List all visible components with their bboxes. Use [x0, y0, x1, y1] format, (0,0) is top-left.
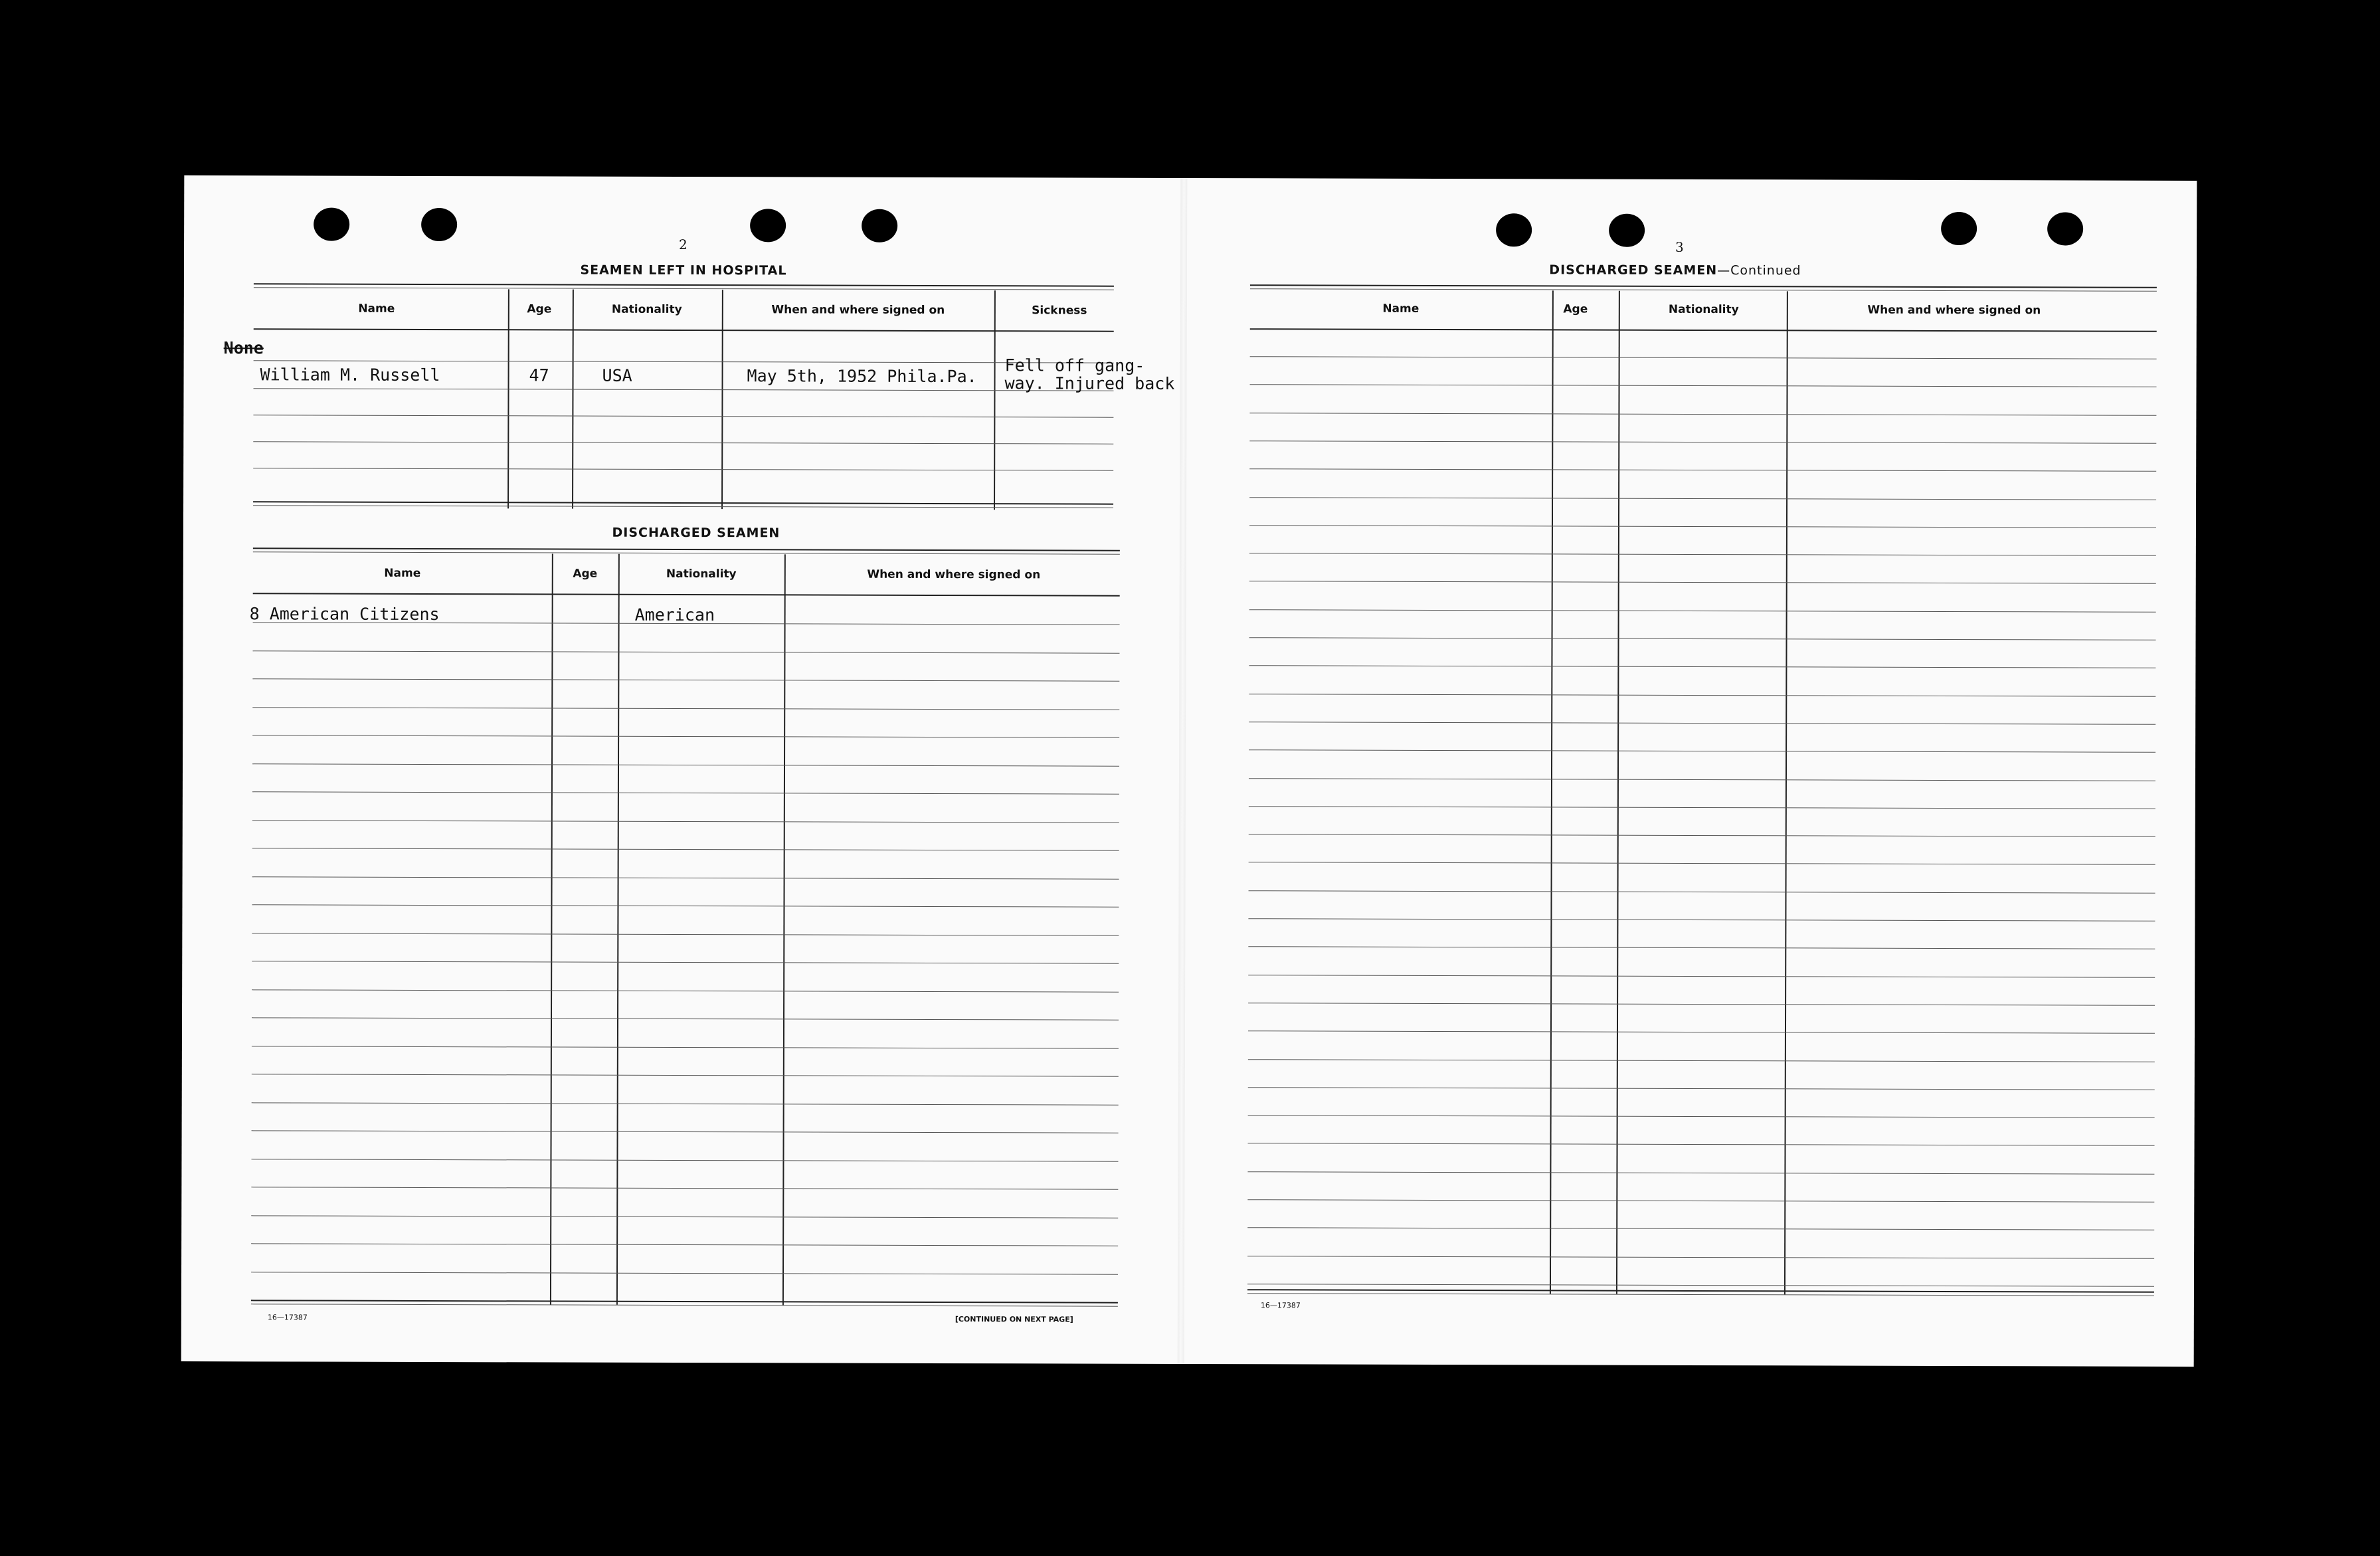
- column-divider: [550, 553, 553, 1304]
- struck-none: None: [223, 338, 264, 358]
- discharged-row-lines: [184, 175, 1184, 178]
- row-line: [252, 678, 1119, 681]
- row-line: [1249, 862, 2155, 866]
- row-line: [252, 1130, 1119, 1133]
- row-line: [1249, 749, 2155, 753]
- row-line: [252, 876, 1119, 879]
- row-line: [252, 763, 1119, 766]
- row-line: [252, 1102, 1119, 1105]
- rule: [254, 287, 1114, 290]
- column-divider: [616, 554, 620, 1305]
- row-line: [1249, 609, 2156, 613]
- row-line: [252, 1074, 1119, 1076]
- row-line: [1248, 918, 2155, 922]
- page-number: 3: [1675, 239, 1684, 255]
- row-line: [1248, 1030, 2155, 1034]
- rule: [254, 328, 1114, 332]
- column-divider: [572, 290, 574, 509]
- right-title-suffix: —Continued: [1717, 263, 1801, 278]
- column-divider: [782, 554, 786, 1305]
- rule: [253, 547, 1120, 551]
- hospital-col-signed-on: When and where signed on: [771, 303, 945, 318]
- hospital-row-name: William M. Russell: [260, 365, 440, 385]
- hospital-col-name: Name: [358, 302, 395, 316]
- column-divider: [507, 289, 509, 508]
- row-line: [1249, 694, 2155, 697]
- column-divider: [994, 290, 996, 510]
- row-line: [1250, 385, 2157, 388]
- row-line: [251, 1243, 1118, 1246]
- hospital-col-nationality: Nationality: [611, 302, 682, 316]
- page-number: 2: [679, 236, 687, 253]
- row-line: [254, 360, 1114, 363]
- form-code: 16—17387: [267, 1313, 308, 1322]
- punch-hole: [862, 209, 897, 243]
- row-line: [252, 1046, 1119, 1048]
- row-line: [1249, 666, 2155, 669]
- rule: [251, 1300, 1118, 1303]
- hospital-row-sickness-2: way. Injured back: [1004, 373, 1175, 393]
- hospital-section-title: SEAMEN LEFT IN HOSPITAL: [580, 262, 787, 278]
- row-line: [252, 650, 1119, 653]
- row-line: [252, 989, 1119, 992]
- row-line: [253, 441, 1113, 444]
- punch-hole: [421, 208, 457, 241]
- row-line: [1249, 778, 2155, 781]
- punch-hole: [1496, 213, 1532, 246]
- right-title-main: DISCHARGED SEAMEN: [1549, 262, 1718, 278]
- row-line: [1247, 1199, 2154, 1203]
- column-divider: [721, 290, 723, 509]
- discharged-row-name: 8 American Citizens: [249, 604, 440, 625]
- row-line: [1249, 806, 2155, 809]
- row-line: [253, 415, 1113, 417]
- row-line: [252, 933, 1119, 935]
- continued-note: [CONTINUED ON NEXT PAGE]: [955, 1315, 1073, 1324]
- row-line: [251, 1159, 1118, 1161]
- rule: [1247, 1289, 2154, 1293]
- discharged-col-nationality: Nationality: [666, 567, 737, 581]
- rule: [253, 551, 1120, 554]
- right-section-title: [1549, 262, 1801, 278]
- right-row-lines: [1184, 178, 2197, 181]
- row-line: [1248, 1115, 2155, 1118]
- right-col-nationality: Nationality: [1668, 302, 1739, 317]
- rule: [251, 1304, 1118, 1306]
- punch-hole: [314, 208, 349, 241]
- row-line: [1249, 497, 2156, 500]
- discharged-col-name: Name: [384, 566, 421, 580]
- row-line: [254, 388, 1114, 391]
- rule: [1247, 1293, 2154, 1296]
- punch-hole: [750, 209, 786, 242]
- right-col-signed-on: When and where signed on: [1867, 303, 2041, 318]
- hospital-row-sickness-1: Fell off gang-: [1004, 355, 1145, 375]
- discharged-col-age: Age: [573, 567, 598, 581]
- document-scan: [181, 175, 2197, 1367]
- rule: [1250, 288, 2157, 292]
- rule: [253, 501, 1113, 504]
- rule: [254, 283, 1114, 286]
- right-col-age: Age: [1563, 302, 1588, 316]
- row-line: [1247, 1256, 2154, 1259]
- rule: [1250, 284, 2157, 288]
- row-line: [1248, 975, 2155, 978]
- row-line: [252, 848, 1119, 850]
- hospital-col-age: Age: [527, 302, 552, 316]
- rule: [1250, 328, 2157, 332]
- row-line: [252, 904, 1119, 907]
- row-line: [1248, 1087, 2155, 1090]
- row-line: [1249, 890, 2155, 894]
- row-line: [251, 1187, 1118, 1189]
- row-line: [1249, 440, 2156, 444]
- row-line: [252, 791, 1119, 794]
- row-line: [1248, 947, 2155, 950]
- discharged-section-title: DISCHARGED SEAMEN: [612, 525, 780, 541]
- row-line: [1248, 1003, 2155, 1006]
- hospital-row-signed-on: May 5th, 1952 Phila.Pa.: [747, 366, 977, 387]
- row-line: [252, 707, 1119, 710]
- form-code: 16—17387: [1260, 1301, 1301, 1310]
- row-line: [1247, 1171, 2154, 1175]
- row-line: [1249, 581, 2156, 585]
- punch-hole: [2047, 212, 2083, 245]
- right-page: [1181, 178, 2197, 1367]
- left-page: [181, 175, 1184, 1364]
- row-line: [1249, 413, 2156, 416]
- discharged-row-nationality: American: [634, 605, 715, 625]
- row-line: [1249, 553, 2156, 556]
- row-line: [251, 1272, 1118, 1274]
- row-line: [1250, 356, 2157, 359]
- row-line: [1249, 722, 2155, 725]
- row-line: [252, 820, 1119, 823]
- row-line: [1248, 1059, 2155, 1062]
- row-line: [251, 1215, 1118, 1218]
- right-col-name: Name: [1382, 302, 1419, 316]
- hospital-row-nationality: USA: [602, 365, 632, 385]
- rule: [253, 505, 1113, 508]
- row-line: [1247, 1284, 2154, 1287]
- punch-hole: [1609, 214, 1645, 247]
- row-line: [1249, 834, 2155, 837]
- hospital-row-age: 47: [529, 365, 549, 385]
- row-line: [1249, 637, 2156, 640]
- row-line: [252, 961, 1119, 963]
- rule: [253, 593, 1120, 596]
- row-line: [1249, 468, 2156, 472]
- discharged-col-signed-on: When and where signed on: [867, 567, 1041, 582]
- row-line: [1249, 525, 2156, 528]
- punch-hole: [1941, 212, 1977, 245]
- row-line: [252, 735, 1119, 737]
- row-line: [1248, 1143, 2155, 1147]
- row-line: [252, 1017, 1119, 1020]
- hospital-col-sickness: Sickness: [1032, 304, 1087, 318]
- row-line: [253, 468, 1113, 470]
- row-line: [1247, 1228, 2154, 1231]
